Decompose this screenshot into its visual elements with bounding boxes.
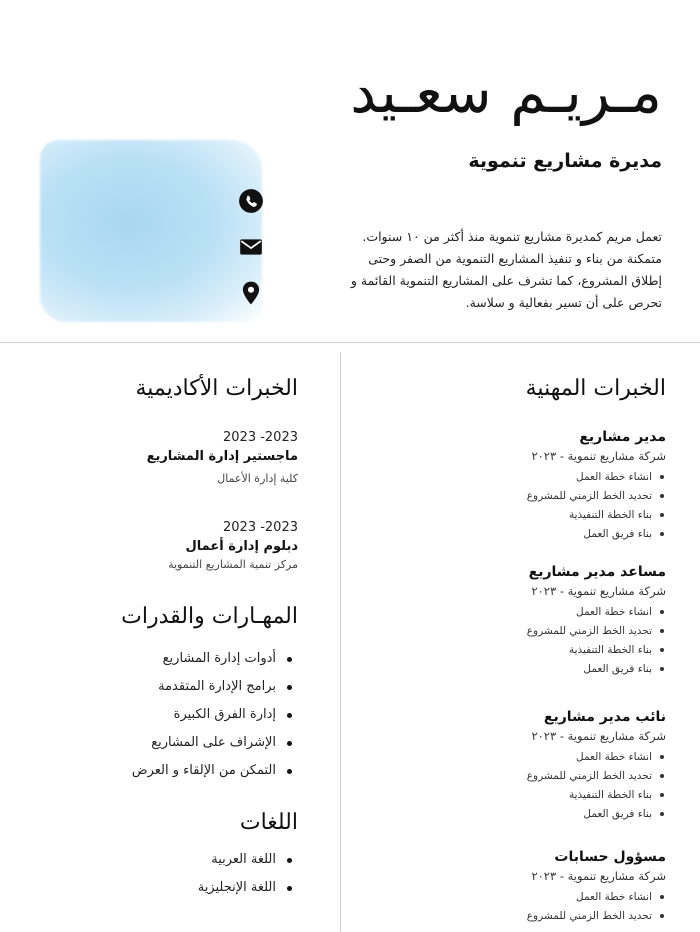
- list-item: الإشراف على المشاريع: [28, 729, 298, 757]
- list-item: إدارة الفرق الكبيرة: [28, 701, 298, 729]
- list-item: بناء الخطة التنفيذية: [366, 506, 666, 525]
- experience-entry: [366, 564, 666, 679]
- task-list: [366, 888, 666, 926]
- experience-job-title: مساعد مدير مشاريع: [528, 564, 666, 580]
- list-item: انشاء خطة العمل: [366, 603, 666, 622]
- experience-heading: الخبرات المهنية: [525, 376, 666, 401]
- task-list: [366, 603, 666, 679]
- list-item: بناء فريق العمل: [366, 805, 666, 824]
- experience-entry: [366, 849, 666, 926]
- languages-heading: اللغات: [239, 810, 298, 835]
- list-item: تحديد الخط الزمني للمشروع: [366, 767, 666, 786]
- experience-job-title: نائب مدير مشاريع: [543, 709, 666, 725]
- list-item: تحديد الخط الزمني للمشروع: [366, 487, 666, 506]
- phone-icon: [238, 188, 264, 214]
- list-item: اللغة العربية: [28, 846, 298, 874]
- experience-company: شركة مشاريع تنموية - ٢٠٢٣: [531, 729, 666, 743]
- candidate-name: مـريـم سعـيد: [350, 58, 662, 126]
- list-item: انشاء خطة العمل: [366, 468, 666, 487]
- education-years: 2023 -2023: [223, 520, 298, 535]
- list-item: بناء فريق العمل: [366, 660, 666, 679]
- list-item: برامج الإدارة المتقدمة: [28, 673, 298, 701]
- job-title: مديرة مشاريع تنموية: [468, 150, 662, 172]
- list-item: أدوات إدارة المشاريع: [28, 645, 298, 673]
- list-item: بناء فريق العمل: [366, 525, 666, 544]
- column-divider: [340, 352, 341, 932]
- list-item: بناء الخطة التنفيذية: [366, 641, 666, 660]
- list-item: التمكن من الإلقاء و العرض: [28, 757, 298, 785]
- experience-entry: [366, 429, 666, 544]
- education-degree: دبلوم إدارة أعمال: [185, 539, 298, 554]
- education-institution: مركز تنمية المشاريع التنموية: [168, 558, 298, 571]
- decorative-paint-stroke: [40, 140, 262, 322]
- experience-company: شركة مشاريع تنموية - ٢٠٢٣: [531, 449, 666, 463]
- education-institution: كلية إدارة الأعمال: [217, 472, 298, 485]
- email-icon: [238, 234, 264, 260]
- profile-summary: تعمل مريم كمديرة مشاريع تنموية منذ أكثر من ١٠ سنوات. متمكنة من بناء و تنفيذ المشاريع التنموية من الصفر وحتى إطلاق المشروع، كما تشرف على المشاريع التنموية القائمة و تحرص على أن تسير بفعالية و سلاسة.: [350, 229, 662, 310]
- education-degree: ماجستير إدارة المشاريع: [146, 449, 298, 464]
- task-list: [366, 468, 666, 544]
- education-heading: الخبرات الأكاديمية: [135, 376, 298, 401]
- education-entry: [28, 520, 298, 571]
- experience-company: شركة مشاريع تنموية - ٢٠٢٣: [531, 584, 666, 598]
- experience-job-title: مسؤول حسابات: [554, 849, 666, 865]
- location-icon: [238, 280, 264, 306]
- experience-entry: [366, 709, 666, 824]
- list-item: اللغة الإنجليزية: [28, 874, 298, 902]
- languages-list: [28, 846, 298, 902]
- list-item: تحديد الخط الزمني للمشروع: [366, 907, 666, 926]
- section-divider: [0, 342, 700, 343]
- experience-job-title: مدير مشاريع: [579, 429, 666, 445]
- list-item: انشاء خطة العمل: [366, 888, 666, 907]
- experience-company: شركة مشاريع تنموية - ٢٠٢٣: [531, 869, 666, 883]
- skills-heading: المهـارات والقدرات: [121, 604, 298, 629]
- list-item: انشاء خطة العمل: [366, 748, 666, 767]
- task-list: [366, 748, 666, 824]
- education-years: 2023 -2023: [223, 430, 298, 445]
- education-entry: [28, 430, 298, 485]
- skills-list: [28, 645, 298, 785]
- list-item: تحديد الخط الزمني للمشروع: [366, 622, 666, 641]
- list-item: بناء الخطة التنفيذية: [366, 786, 666, 805]
